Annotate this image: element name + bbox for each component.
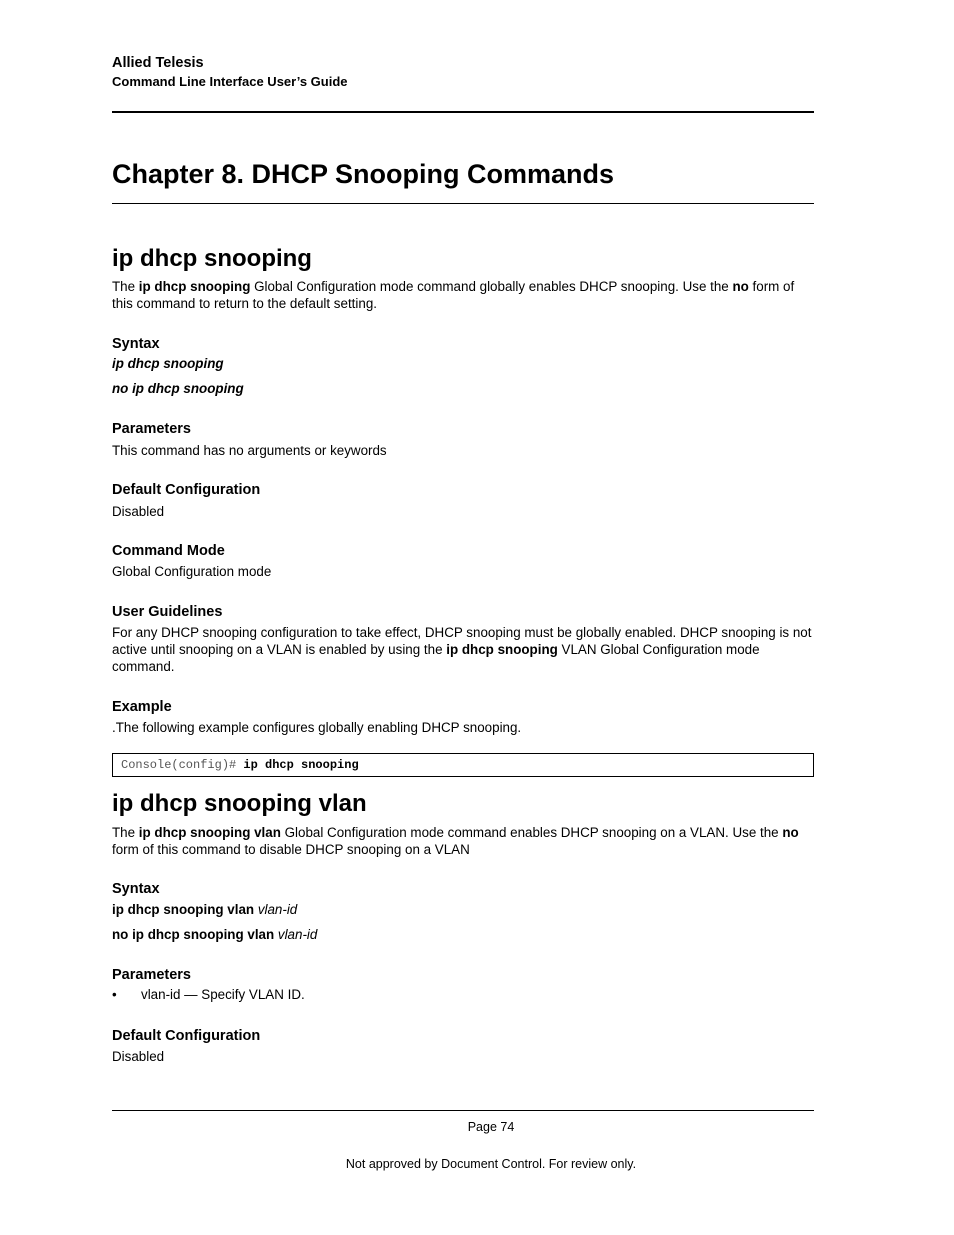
parameters-heading: Parameters <box>112 967 191 983</box>
syntax-line: no ip dhcp snooping <box>112 381 244 396</box>
command-mode-heading: Command Mode <box>112 543 225 559</box>
default-config-heading: Default Configuration <box>112 1028 261 1044</box>
footer-rule <box>112 1110 814 1111</box>
page-number: Page 74 <box>467 1120 515 1134</box>
syntax-command: no ip dhcp snooping vlan <box>112 927 278 942</box>
intro-text: form of this command to disable DHCP snooping on a VLAN <box>112 842 470 857</box>
section-title-ip-dhcp-snooping-vlan: ip dhcp snooping vlan <box>112 790 367 817</box>
user-guidelines-text <box>112 624 814 675</box>
header-guide-title: Command Line Interface User’s Guide <box>112 74 348 89</box>
section-title-ip-dhcp-snooping: ip dhcp snooping <box>112 245 312 272</box>
chapter-title: Chapter 8. DHCP Snooping Commands <box>112 159 615 189</box>
parameters-text: This command has no arguments or keywords <box>112 443 387 458</box>
example-text: .The following example configures globally enabling DHCP snooping. <box>112 720 522 735</box>
console-command: ip dhcp snooping <box>243 758 359 772</box>
syntax-argument: vlan-id <box>257 902 298 917</box>
intro-keyword: no <box>732 279 749 294</box>
intro-text: Global Configuration mode command enables DHCP snooping on a VLAN. Use the <box>280 825 783 840</box>
syntax-heading: Syntax <box>112 336 160 352</box>
parameter-text: vlan-id — Specify VLAN ID. <box>141 987 305 1002</box>
intro-text: Global Configuration mode command globally enables DHCP snooping. Use the <box>250 279 733 294</box>
chapter-rule <box>112 203 814 204</box>
syntax-line: ip dhcp snooping <box>112 356 224 371</box>
section-intro <box>112 824 814 858</box>
intro-command: ip dhcp snooping vlan <box>138 825 281 840</box>
default-config-text: Disabled <box>112 1049 165 1064</box>
syntax-argument: vlan-id <box>277 927 318 942</box>
command-mode-text: Global Configuration mode <box>112 564 272 579</box>
intro-text: form of this command to return to the default setting. <box>112 279 795 311</box>
default-config-heading: Default Configuration <box>112 482 261 498</box>
parameters-heading: Parameters <box>112 421 191 437</box>
example-code-block <box>112 753 814 777</box>
guidelines-text: For any DHCP snooping configuration to take effect, DHCP snooping must be globally enabled. DHCP snooping is not active until snooping on a VLAN is enabled by using the <box>112 625 812 657</box>
header-rule <box>112 111 814 113</box>
default-config-text: Disabled <box>112 504 165 519</box>
syntax-line <box>112 927 317 942</box>
section-intro <box>112 278 814 312</box>
syntax-heading: Syntax <box>112 881 160 897</box>
user-guidelines-heading: User Guidelines <box>112 604 223 620</box>
intro-text: The <box>112 825 139 840</box>
review-notice: Not approved by Document Control. For review only. <box>345 1157 637 1171</box>
example-heading: Example <box>112 699 172 715</box>
header-company: Allied Telesis <box>112 55 204 71</box>
parameter-list-item <box>112 987 305 1002</box>
console-prompt: Console(config)# <box>121 758 244 772</box>
syntax-command: ip dhcp snooping vlan <box>112 902 258 917</box>
intro-command: ip dhcp snooping <box>138 279 251 294</box>
guidelines-command: ip dhcp snooping <box>446 642 558 657</box>
intro-text: The <box>112 279 139 294</box>
bullet-icon: • <box>112 987 117 1002</box>
syntax-line <box>112 902 297 917</box>
intro-keyword: no <box>782 825 799 840</box>
guidelines-text: VLAN Global Configuration mode command. <box>112 642 760 674</box>
